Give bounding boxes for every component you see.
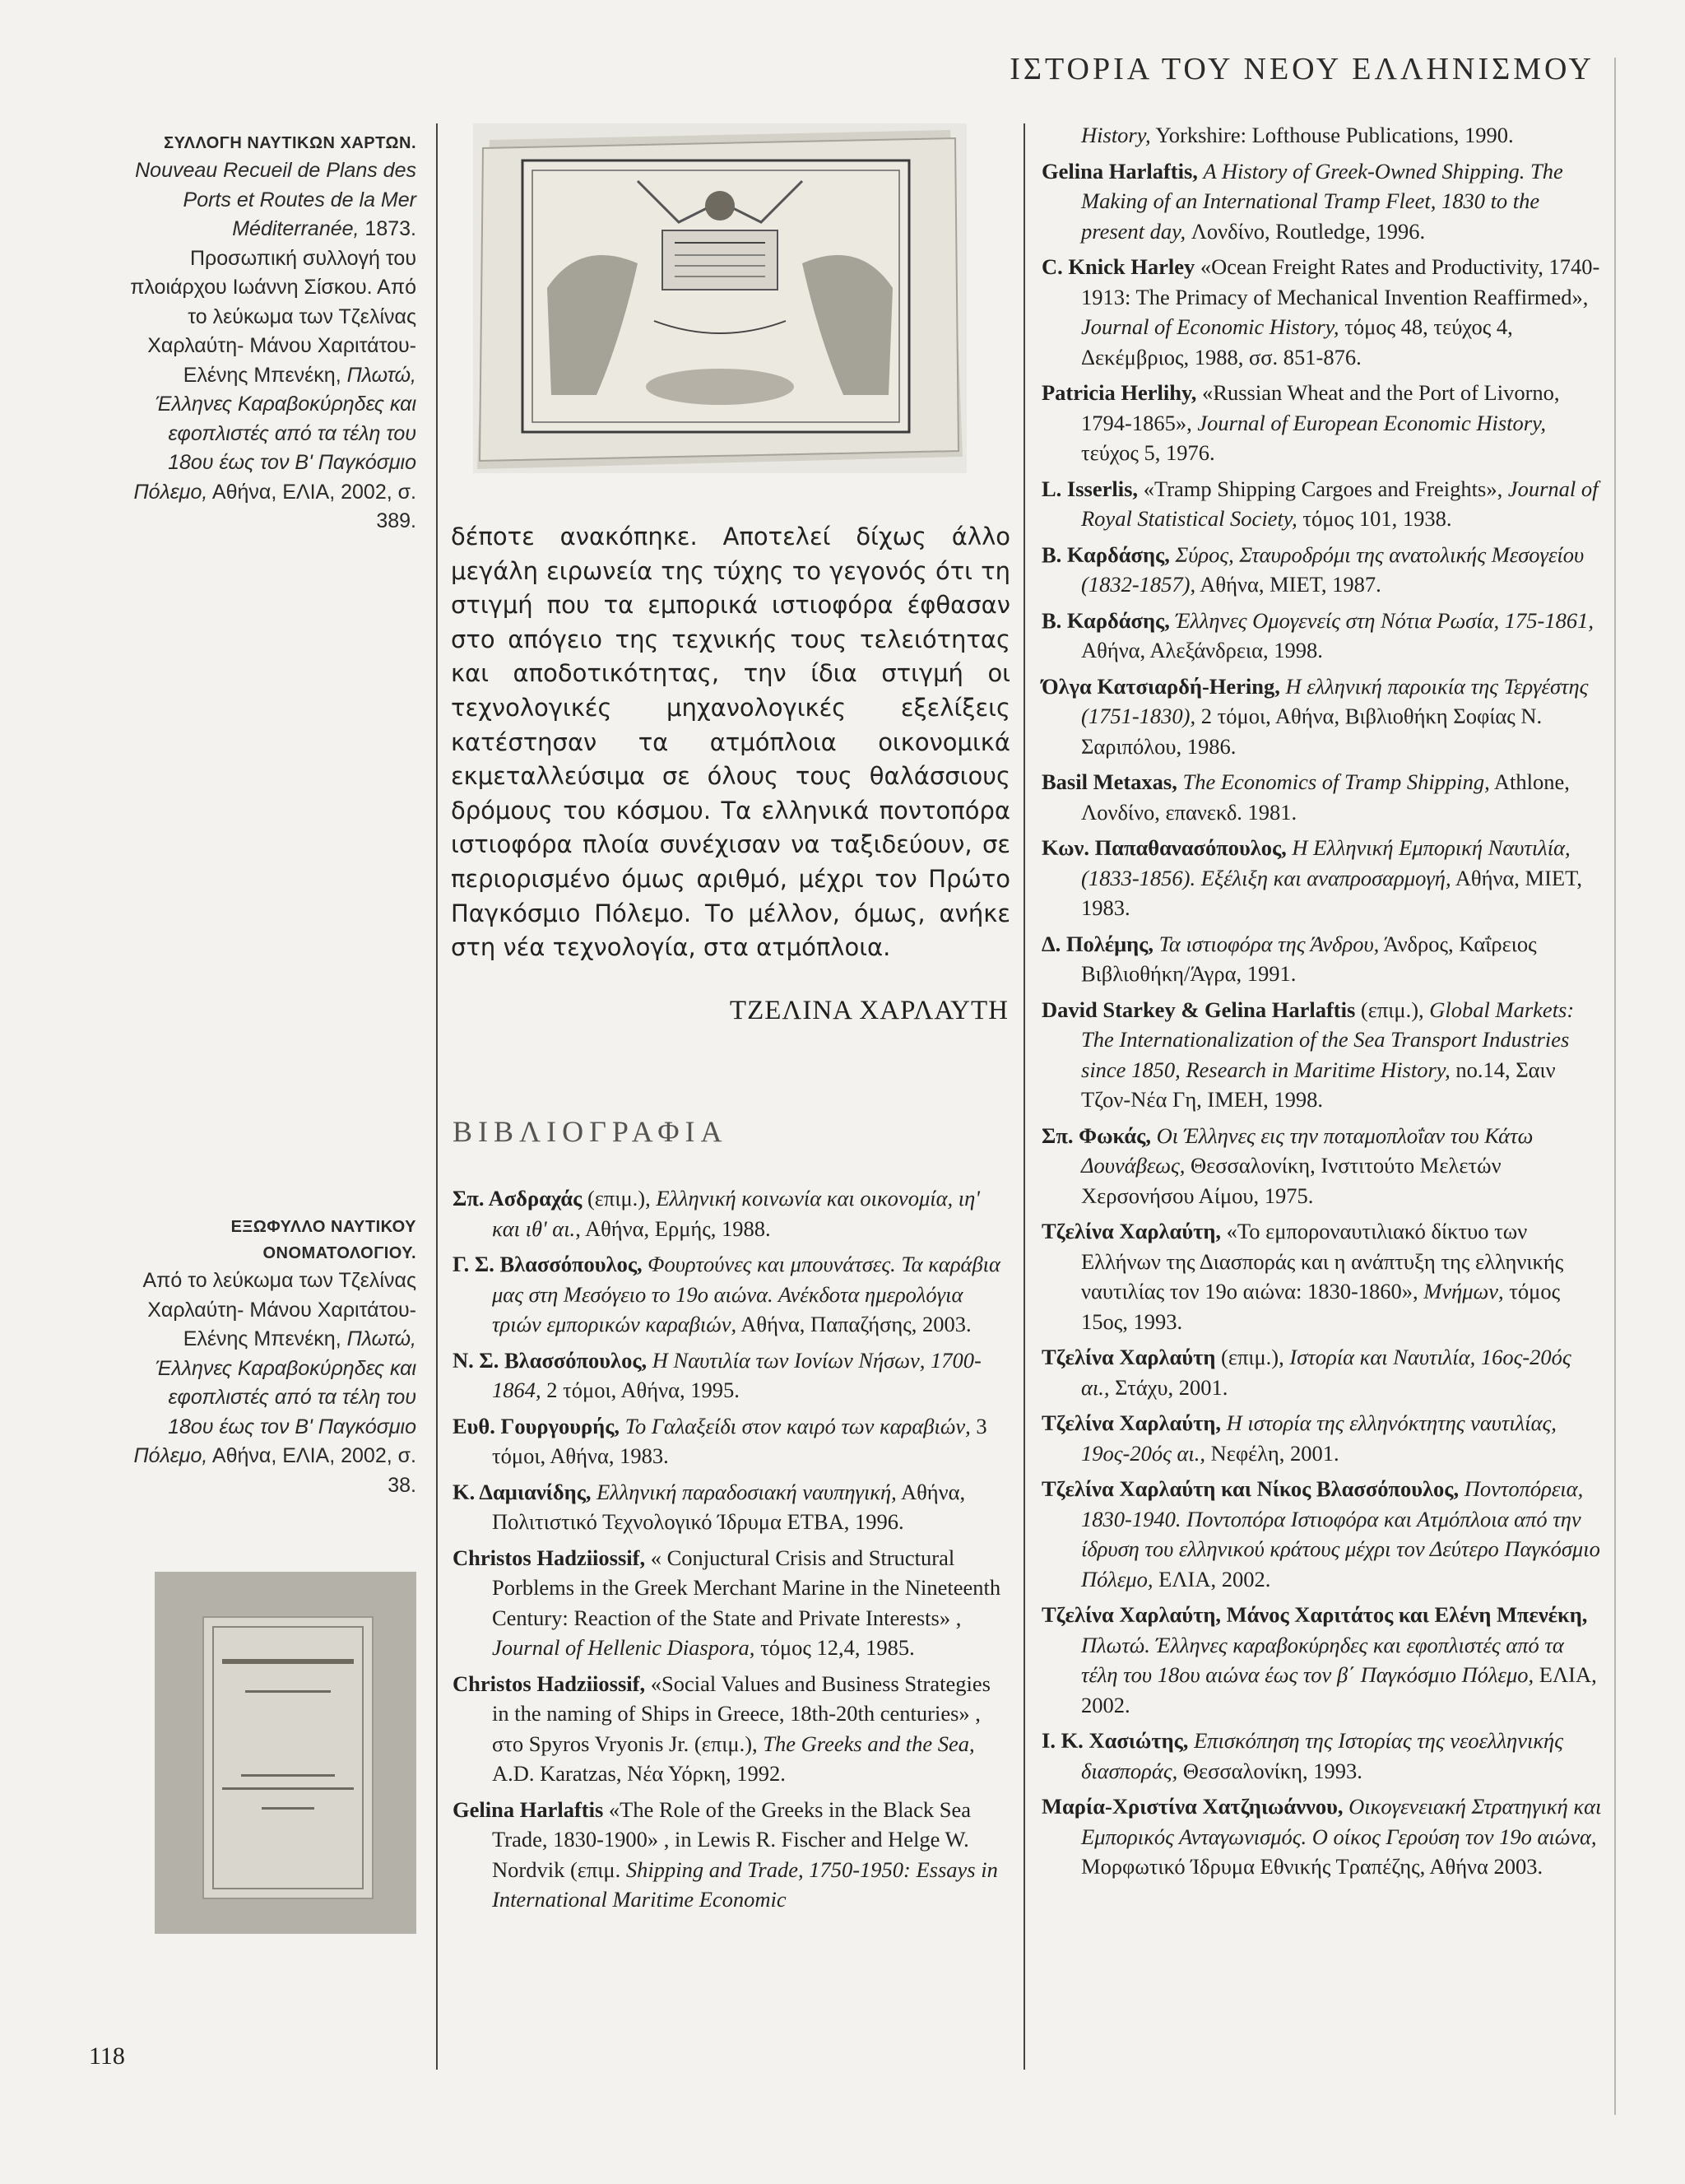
bib-entry: Christos Hadziiossif, « Conjuctural Crisis and Structural Porblems in the Greek Merchant Marine in the Nineteenth Century: Reaction of the State and Private Interests» , Journal of Hellenic Diaspora, τόμος 12,4, 1985. [453, 1545, 1001, 1660]
bib-entry: Σπ. Ασδραχάς (επιμ.), Ελληνική κοινωνία και οικονομία, ιη' και ιθ' αι., Αθήνα, Ερμής, 1988. [453, 1186, 980, 1241]
caption-book [123, 1214, 416, 1500]
book-cover-image [202, 1616, 374, 1899]
bib-entry: Ι. Κ. Χασιώτης, Επισκόπηση της Ιστορίας της νεοελληνικής διασποράς, Θεσσαλονίκη, 1993. [1042, 1728, 1563, 1783]
bib-entry: History, Yorkshire: Lofthouse Publications, 1990. [1081, 123, 1514, 147]
bib-entry: Γ. Σ. Βλασσόπουλος, Φουρτούνες και μπουνάτσες. Τα καράβια μας στη Μεσόγειο το 19ο αιώνα. Ανέκδοτα ημερολόγια τριών εμπορικών καραβιών, Αθήνα, Παπαζήσης, 2003. [453, 1252, 1000, 1336]
bibliography-list-right [1042, 120, 1603, 1888]
bib-entry: Σπ. Φωκάς, Οι Έλληνες εις την ποταμοπλοΐαν του Κάτω Δουνάβεως, Θεσσαλονίκη, Ινστιτούτο Μελετών Χερσονήσου Αίμου, 1975. [1042, 1122, 1534, 1208]
bib-entry: Δ. Πολέμης, Τα ιστιοφόρα της Άνδρου, Άνδρος, Καΐρειος Βιβλιοθήκη/Άγρα, 1991. [1042, 931, 1537, 986]
caption-book-heading: ΕΞΩΦΥΛΛΟ ΝΑΥΤΙΚΟΥ ΟΝΟΜΑΤΟΛΟΓΙΟΥ. [230, 1218, 416, 1262]
page-number: 118 [89, 2042, 125, 2070]
bib-entry: Κων. Παπαθανασόπουλος, Η Ελληνική Εμπορική Ναυτιλία, (1833-1856). Εξέλιξη και αναπροσαρμογή, Αθήνα, ΜΙΕΤ, 1983. [1042, 835, 1582, 920]
bib-entry: Christos Hadziiossif, «Social Values and Business Strategies in the naming of Ships in Greece, 18th-20th centuries» , στο Spyros Vryonis Jr. (επιμ.), The Greeks and the Sea, A.D. Karatzas, Νέα Υόρκη, 1992. [453, 1671, 991, 1786]
bib-entry: Ν. Σ. Βλασσόπουλος, Η Ναυτιλία των Ιονίων Νήσων, 1700-1864, 2 τόμοι, Αθήνα, 1995. [453, 1347, 982, 1402]
body-paragraph: δέποτε ανακόπηκε. Αποτελεί δίχως άλλο μεγάλη ειρωνεία της τύχης το γεγονός ότι τη στιγμή που τα εμπορικά ιστιοφόρα έφθασαν στο απόγειο της τεχνικής τους τελειότητας και αποδοτικότητας, την ίδια στιγμή οι τεχνολογικές μηχανολογικές εξελίξεις κατέστησαν τα ατμόπλοια οικονομικά εκμεταλλεύσιμα σε όλους τους θαλάσσιους δρόμους του κόσμου. Τα ελληνικά ποντοπόρα ιστιοφόρα πλοία συνέχισαν να ταξιδεύουν, σε περιορισμένο όμως αριθμό, μέχρι τον Πρώτο Παγκόσμιο Πόλεμο. Το μέλλον, όμως, ανήκε στη νέα τεχνολογία, στα ατμόπλοια. [451, 523, 1010, 962]
bib-entry: Ευθ. Γουργουρής, Το Γαλαξείδι στον καιρό των καραβιών, 3 τόμοι, Αθήνα, 1983. [453, 1413, 987, 1468]
page-edge-rule [1614, 58, 1616, 2115]
bib-entry: Κ. Δαμιανίδης, Ελληνική παραδοσιακή ναυπηγική, Αθήνα, Πολιτιστικό Τεχνολογικό Ίδρυμα ΕΤΒΑ, 1996. [453, 1479, 966, 1534]
bib-entry: Τζελίνα Χαρλαύτη, Μάνος Χαριτάτος και Ελένη Μπενέκη, Πλωτώ. Έλληνες καραβοκύρηδες και εφοπλιστές από τα τέλη του 18ου αιώνα έως τον β΄ Παγκόσμιο Πόλεμο, ΕΛΙΑ, 2002. [1042, 1602, 1597, 1717]
caption-atlas-heading: ΣΥΛΛΟΓΗ ΝΑΥΤΙΚΩΝ ΧΑΡΤΩΝ. [164, 134, 416, 152]
bib-entry: C. Knick Harley «Ocean Freight Rates and Productivity, 1740-1913: The Primacy of Mechanical Invention Reaffirmed», Journal of Economic History, τόμος 48, τεύχος 4, Δεκέμβριος, 1988, σσ. 851-876. [1042, 254, 1600, 369]
column-divider-right [1024, 123, 1025, 2070]
bib-entry: Τζελίνα Χαρλαύτη και Νίκος Βλασσόπουλος, Ποντοπόρεια, 1830-1940. Ποντοπόρα Ιστιοφόρα και Ατμόπλοια από την ίδρυση του ελληνικού κράτους μέχρι τον Δεύτερο Παγκόσμιο Πόλεμο, ΕΛΙΑ, 2002. [1042, 1476, 1600, 1592]
caption-book-text: Από το λεύκωμα των Τζελίνας Χαρλαύτη- Μάνου Χαριτάτου- Ελένης Μπενέκη, Πλωτώ, Έλληνες Καραβοκύρηδες και εφοπλιστές από τα τέλη του 18ου έως τον Β' Παγκόσμιο Πόλεμο, Αθήνα, ΕΛΙΑ, 2002, σ. 38. [133, 1269, 416, 1497]
caption-atlas-text: Nouveau Recueil de Plans des Ports et Routes de la Mer Méditerranée, 1873. Προσωπική συλλογή του πλοιάρχου Ιωάννη Σίσκου. Από το λεύκωμα των Τζελίνας Χαρλαύτη- Μάνου Χαριτάτου- Ελένης Μπενέκη, Πλωτώ, Έλληνες Καραβοκύρηδες και εφοπλιστές από τα τέλη του 18ου έως τον Β' Παγκόσμιο Πόλεμο, Αθήνα, ΕΛΙΑ, 2002, σ. 389. [130, 159, 416, 532]
bib-entry: Όλγα Κατσιαρδή-Hering, Η ελληνική παροικία της Τεργέστης (1751-1830), 2 τόμοι, Αθήνα, Βιβλιοθήκη Σοφίας Ν. Σαριπόλου, 1986. [1042, 673, 1589, 759]
bibliography-heading: ΒΙΒΛΙΟΓΡΑΦΙΑ [453, 1115, 728, 1148]
bib-entry: Patricia Herlihy, «Russian Wheat and the Port of Livorno, 1794-1865», Journal of European Economic History, τεύχος 5, 1976. [1042, 380, 1560, 465]
bib-entry: Τζελίνα Χαρλαύτη, Η ιστορία της ελληνόκτητης ναυτιλίας, 19ος-20ός αι., Νεφέλη, 2001. [1042, 1410, 1557, 1466]
bib-entry: Τζελίνα Χαρλαύτη, «Το εμποροναυτιλιακό δίκτυο των Ελλήνων της Διασποράς και η ανάπτυξη της ελληνικής ναυτιλίας τον 19ο αιώνα: 1830-1860», Μνήμων, τόμος 15ος, 1993. [1042, 1219, 1564, 1334]
bib-entry: Β. Καρδάσης, Σύρος, Σταυροδρόμι της ανατολικής Μεσογείου (1832-1857), Αθήνα, ΜΙΕΤ, 1987. [1042, 541, 1585, 597]
bibliography-list-middle [453, 1183, 1012, 1921]
bib-entry: L. Isserlis, «Tramp Shipping Cargoes and Freights», Journal of Royal Statistical Society, τόμος 101, 1938. [1042, 476, 1599, 531]
bib-entry: Gelina Harlaftis, A History of Greek-Owned Shipping. The Making of an International Tramp Fleet, 1830 to the present day, Λονδίνο, Routledge, 1996. [1042, 158, 1563, 244]
bib-entry: Τζελίνα Χαρλαύτη (επιμ.), Ιστορία και Ναυτιλία, 16ος-20ός αι., Στάχυ, 2001. [1042, 1345, 1571, 1400]
running-head: ΙΣΤΟΡΙΑ ΤΟΥ ΝΕΟΥ ΕΛΛΗΝΙΣΜΟΥ [1010, 52, 1594, 86]
bib-entry: Basil Metaxas, The Economics of Tramp Shipping, Athlone, Λονδίνο, επανεκδ. 1981. [1042, 769, 1570, 825]
atlas-cover-image [473, 123, 967, 473]
column-divider-left [436, 123, 438, 2070]
bib-entry: Gelina Harlaftis «The Role of the Greeks in the Black Sea Trade, 1830-1900» , in Lewis R. Fischer and Helge W. Nordvik (επιμ. Shipping and Trade, 1750-1950: Essays in International Maritime Economic [453, 1796, 998, 1912]
book-photo [155, 1572, 416, 1934]
bib-entry: David Starkey & Gelina Harlaftis (επιμ.), Global Markets: The Internationalization of the Sea Transport Industries since 1850, Research in Maritime History, no.14, Σαιν Τζον-Νέα Γη, ΙΜΕΗ, 1998. [1042, 997, 1575, 1112]
caption-atlas [123, 130, 416, 537]
author-signature: ΤΖΕΛΙΝΑ ΧΑΡΛΑΥΤΗ [729, 996, 1009, 1025]
bib-entry: Μαρία-Χριστίνα Χατζηιωάννου, Οικογενειακή Στρατηγική και Εμπορικός Ανταγωνισμός. Ο οίκος Γερούση τον 19ο αιώνα, Μορφωτικό Ίδρυμα Εθνικής Τραπέζης, Αθήνα 2003. [1042, 1794, 1602, 1879]
bib-entry: Β. Καρδάσης, Έλληνες Ομογενείς στη Νότια Ρωσία, 175-1861, Αθήνα, Αλεξάνδρεια, 1998. [1042, 607, 1594, 662]
atlas-photo [473, 123, 967, 473]
